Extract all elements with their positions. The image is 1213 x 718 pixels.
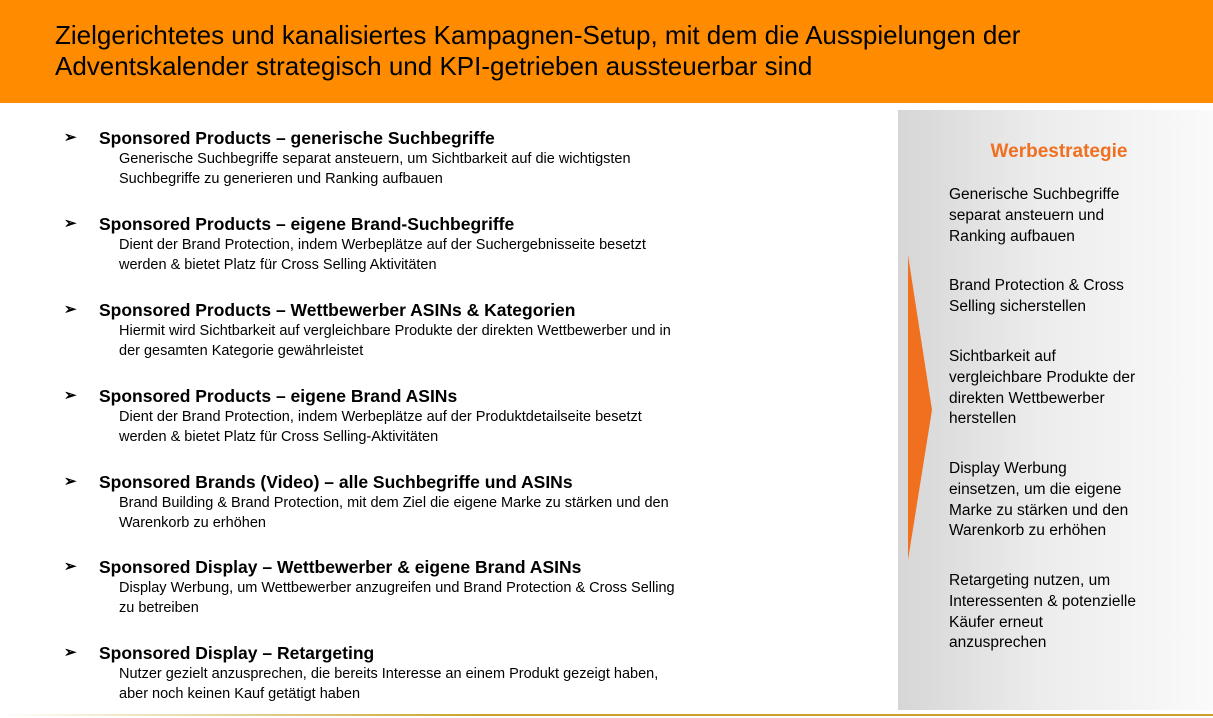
strategy-panel [898,110,1213,710]
strategy-text [949,347,1169,430]
strategy-text [949,459,1169,542]
chevron-arrow-icon [906,255,936,565]
strategy-line: Retargeting nutzen, um [949,572,1111,589]
strategy-line: separat ansteuern und [949,206,1105,224]
description-line: Dient der Brand Protection, indem Werbeplätze auf der Suchergebnisseite besetzt [119,237,646,253]
arrow-bullet-icon: ➢ [64,301,77,318]
campaign-description [119,493,739,533]
strategy-line: direkten Wettbewerber [949,389,1105,407]
slide-title: Zielgerichtetes und kanalisiertes Kampagnen-Setup, mit dem die Ausspielungen der Adventskalender strategisch und KPI-getrieben aussteuerbar sind [55,20,1021,81]
chevron-arrow-shape [908,255,932,560]
arrow-bullet-icon: ➢ [64,215,77,232]
description-line: Nutzer gezielt anzusprechen, die bereits Interesse an einem Produkt gezeigt haben, [119,666,659,682]
strategy-text [949,276,1169,318]
campaign-description [119,664,739,704]
strategy-line: Warenkorb zu erhöhen [949,522,1107,540]
strategy-line: Display Werbung [949,460,1067,477]
campaign-title: Sponsored Display – Wettbewerber & eigene Brand ASINs [99,557,582,577]
description-line: Dient der Brand Protection, indem Werbeplätze auf der Produktdetailseite besetzt [119,409,642,425]
description-line: Brand Building & Brand Protection, mit dem Ziel die eigene Marke zu stärken und den [119,495,669,511]
strategy-text [949,571,1169,654]
footer-divider [0,714,1213,716]
description-line: zu betreiben [119,600,199,616]
strategy-line: vergleichbare Produkte der [949,368,1136,386]
campaign-description [119,149,739,189]
strategy-panel-title: Werbestrategie [990,141,1128,162]
arrow-bullet-icon: ➢ [64,473,77,490]
description-line: Warenkorb zu erhöhen [119,515,266,531]
strategy-line: Interessenten & potenzielle [949,592,1136,610]
strategy-line: einsetzen, um die eigene [949,480,1122,498]
strategy-line: Brand Protection & Cross [949,277,1124,294]
description-line: Display Werbung, um Wettbewerber anzugreifen und Brand Protection & Cross Selling [119,580,675,596]
campaign-title: Sponsored Products – eigene Brand ASINs [99,386,458,406]
description-line: Generische Suchbegriffe separat ansteuern, um Sichtbarkeit auf die wichtigsten [119,151,631,167]
campaign-description [119,578,739,618]
strategy-text [949,185,1169,247]
campaign-description [119,235,739,275]
campaign-description [119,321,739,361]
strategy-line: Marke zu stärken und den [949,501,1129,519]
description-line: werden & bietet Platz für Cross Selling Aktivitäten [119,257,437,273]
strategy-line: Generische Suchbegriffe [949,186,1120,203]
description-line: werden & bietet Platz für Cross Selling-Aktivitäten [119,429,439,445]
description-line: der gesamten Kategorie gewährleistet [119,343,364,359]
strategy-line: anzusprechen [949,634,1047,652]
campaign-title: Sponsored Products – generische Suchbegriffe [99,128,495,148]
strategy-line: Ranking aufbauen [949,227,1075,245]
campaign-title: Sponsored Products – eigene Brand-Suchbegriffe [99,214,515,234]
campaign-title: Sponsored Products – Wettbewerber ASINs & Kategorien [99,300,576,320]
strategy-line: herstellen [949,410,1017,428]
arrow-bullet-icon: ➢ [64,644,77,661]
campaign-description [119,407,739,447]
arrow-bullet-icon: ➢ [64,558,77,575]
arrow-bullet-icon: ➢ [64,129,77,146]
strategy-line: Käufer erneut [949,613,1043,631]
strategy-line: Sichtbarkeit auf [949,348,1056,365]
description-line: aber noch keinen Kauf getätigt haben [119,686,361,702]
campaign-title: Sponsored Brands (Video) – alle Suchbegriffe und ASINs [99,472,573,492]
strategy-line: Selling sicherstellen [949,297,1086,315]
arrow-bullet-icon: ➢ [64,387,77,404]
campaign-title: Sponsored Display – Retargeting [99,643,375,663]
description-line: Suchbegriffe zu generieren und Ranking aufbauen [119,171,443,187]
description-line: Hiermit wird Sichtbarkeit auf vergleichbare Produkte der direkten Wettbewerber und in [119,323,671,339]
